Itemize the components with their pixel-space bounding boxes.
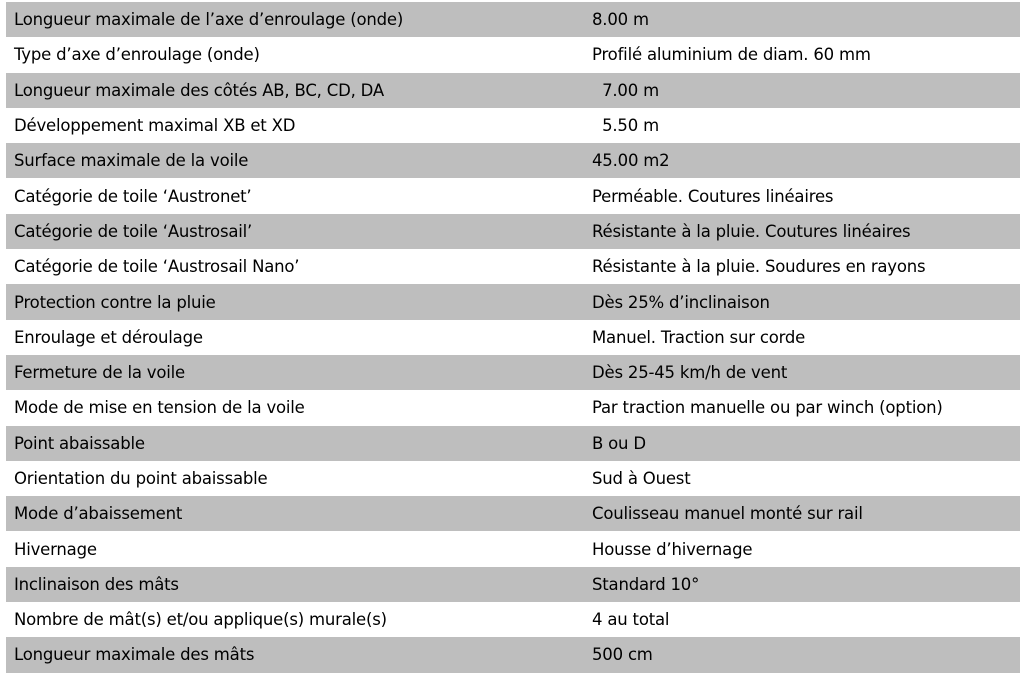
table-row [6, 426, 1020, 461]
spec-value: 45.00 m2 [592, 151, 670, 171]
spec-value: Par traction manuelle ou par winch (option) [592, 398, 943, 418]
spec-label: Catégorie de toile ‘Austrosail’ [14, 221, 253, 241]
table-row [6, 73, 1020, 108]
spec-label: Fermeture de la voile [14, 363, 185, 383]
table-row [6, 461, 1020, 496]
table-row [6, 637, 1020, 672]
table-row [6, 496, 1020, 531]
spec-value: Manuel. Traction sur corde [592, 327, 806, 347]
spec-value: Résistante à la pluie. Soudures en rayons [592, 257, 926, 277]
table-row [6, 390, 1020, 425]
spec-value: 4 au total [592, 610, 670, 630]
spec-label: Type d’axe d’enroulage (onde) [14, 45, 260, 65]
spec-value: B ou D [592, 433, 646, 453]
spec-label: Point abaissable [14, 433, 145, 453]
spec-label: Catégorie de toile ‘Austronet’ [14, 186, 252, 206]
spec-label: Nombre de mât(s) et/ou applique(s) murale(s) [14, 610, 387, 630]
spec-value: 7.00 m [592, 80, 659, 100]
spec-value: Housse d’hivernage [592, 539, 753, 559]
table-row [6, 214, 1020, 249]
table-row [6, 602, 1020, 637]
spec-label: Enroulage et déroulage [14, 327, 203, 347]
table-row [6, 567, 1020, 602]
spec-label: Mode d’abaissement [14, 504, 183, 524]
table-row [6, 2, 1020, 37]
spec-value: Dès 25% d’inclinaison [592, 292, 770, 312]
table-row [6, 143, 1020, 178]
spec-label: Protection contre la pluie [14, 292, 216, 312]
table-row [6, 320, 1020, 355]
spec-label: Longueur maximale des mâts [14, 645, 255, 665]
spec-label: Hivernage [14, 539, 97, 559]
spec-value: 5.50 m [592, 116, 659, 136]
spec-label: Catégorie de toile ‘Austrosail Nano’ [14, 257, 300, 277]
spec-label: Inclinaison des mâts [14, 574, 179, 594]
spec-label: Surface maximale de la voile [14, 151, 249, 171]
table-row [6, 108, 1020, 143]
spec-value: Sud à Ouest [592, 469, 691, 488]
spec-value: Profilé aluminium de diam. 60 mm [592, 45, 871, 65]
spec-value: 500 cm [592, 645, 653, 665]
table-row [6, 178, 1020, 213]
spec-label: Mode de mise en tension de la voile [14, 398, 305, 418]
spec-value: 8.00 m [592, 10, 649, 30]
spec-table [6, 2, 1020, 673]
spec-value: Résistante à la pluie. Coutures linéaires [592, 221, 911, 241]
spec-value: Coulisseau manuel monté sur rail [592, 504, 863, 524]
spec-label: Longueur maximale des côtés AB, BC, CD, DA [14, 80, 384, 100]
spec-label: Orientation du point abaissable [14, 469, 268, 488]
spec-value: Dès 25-45 km/h de vent [592, 363, 788, 383]
table-row [6, 37, 1020, 72]
spec-label: Développement maximal XB et XD [14, 116, 296, 136]
spec-value: Perméable. Coutures linéaires [592, 186, 834, 206]
table-row [6, 355, 1020, 390]
spec-label: Longueur maximale de l’axe d’enroulage (onde) [14, 10, 404, 30]
table-row [6, 531, 1020, 566]
table-row [6, 284, 1020, 319]
table-row [6, 249, 1020, 284]
spec-value: Standard 10° [592, 574, 700, 594]
